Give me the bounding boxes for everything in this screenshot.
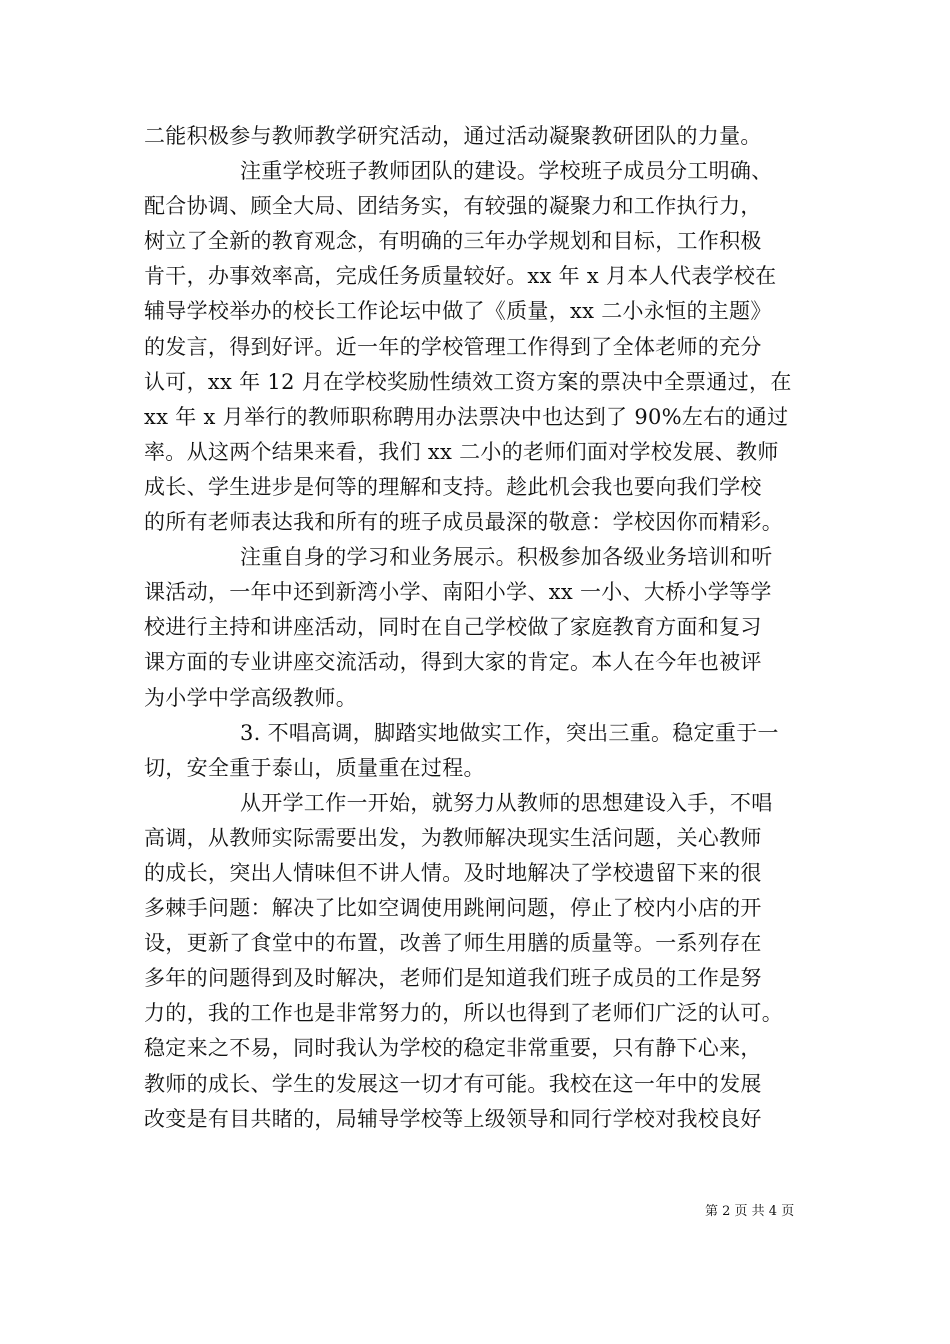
text-line: 注重自身的学习和业务展示。积极参加各级业务培训和听 bbox=[240, 545, 773, 570]
text-line: 认可，xx 年 12 月在学校奖励性绩效工资方案的票决中全票通过，在 bbox=[144, 369, 792, 394]
text-line: 成长、学生进步是何等的理解和支持。趁此机会我也要向我们学校 bbox=[144, 474, 762, 499]
text-line: 二能积极参与教师教学研究活动，通过活动凝聚教研团队的力量。 bbox=[144, 124, 762, 148]
text-line: 树立了全新的教育观念，有明确的三年办学规划和目标，工作积极 bbox=[144, 229, 762, 254]
text-line: xx 年 x 月举行的教师职称聘用办法票决中也达到了 90%左右的通过 bbox=[144, 404, 789, 429]
text-line: 切，安全重于泰山，质量重在过程。 bbox=[144, 755, 485, 780]
text-line: 3. 不唱高调，脚踏实地做实工作，突出三重。稳定重于一 bbox=[240, 720, 779, 745]
text-line: 多年的问题得到及时解决，老师们是知道我们班子成员的工作是努 bbox=[144, 966, 762, 991]
text-line: 教师的成长、学生的发展这一切才有可能。我校在这一年中的发展 bbox=[144, 1071, 762, 1096]
text-line: 改变是有目共睹的，局辅导学校等上级领导和同行学校对我校良好 bbox=[144, 1106, 762, 1131]
text-line: 注重学校班子教师团队的建设。学校班子成员分工明确、 bbox=[240, 159, 773, 184]
text-line: 多棘手问题：解决了比如空调使用跳闸问题，停止了校内小店的开 bbox=[144, 896, 762, 921]
text-line: 的发言，得到好评。近一年的学校管理工作得到了全体老师的充分 bbox=[144, 334, 762, 359]
text-line: 辅导学校举办的校长工作论坛中做了《质量，xx 二小永恒的主题》 bbox=[144, 299, 772, 324]
text-line: 配合协调、顾全大局、团结务实，有较强的凝聚力和工作执行力， bbox=[144, 194, 762, 219]
text-line: 高调，从教师实际需要出发，为教师解决现实生活问题，关心教师 bbox=[144, 825, 762, 850]
text-line: 肯干，办事效率高，完成任务质量较好。xx 年 x 月本人代表学校在 bbox=[144, 264, 777, 289]
text-line: 稳定来之不易，同时我认为学校的稳定非常重要，只有静下心来， bbox=[144, 1036, 762, 1061]
text-line: 设，更新了食堂中的布置，改善了师生用膳的质量等。一系列存在 bbox=[144, 931, 762, 956]
text-line: 力的，我的工作也是非常努力的，所以也得到了老师们广泛的认可。 bbox=[144, 1001, 783, 1026]
text-line: 的成长，突出人情味但不讲人情。及时地解决了学校遗留下来的很 bbox=[144, 860, 762, 885]
text-line: 率。从这两个结果来看，我们 xx 二小的老师们面对学校发展、教师 bbox=[144, 439, 779, 464]
text-line: 课活动，一年中还到新湾小学、南阳小学、xx 一小、大桥小学等学 bbox=[144, 580, 772, 605]
text-line: 的所有老师表达我和所有的班子成员最深的敬意：学校因你而精彩。 bbox=[144, 510, 783, 535]
text-line: 课方面的专业讲座交流活动，得到大家的肯定。本人在今年也被评 bbox=[144, 650, 762, 675]
text-line: 从开学工作一开始，就努力从教师的思想建设入手，不唱 bbox=[240, 790, 773, 815]
page-number-footer: 第 2 页 共 4 页 bbox=[705, 1204, 795, 1219]
text-line: 为小学中学高级教师。 bbox=[144, 685, 357, 710]
text-line: 校进行主持和讲座活动，同时在自己学校做了家庭教育方面和复习 bbox=[144, 615, 762, 640]
document-body bbox=[144, 119, 824, 1137]
